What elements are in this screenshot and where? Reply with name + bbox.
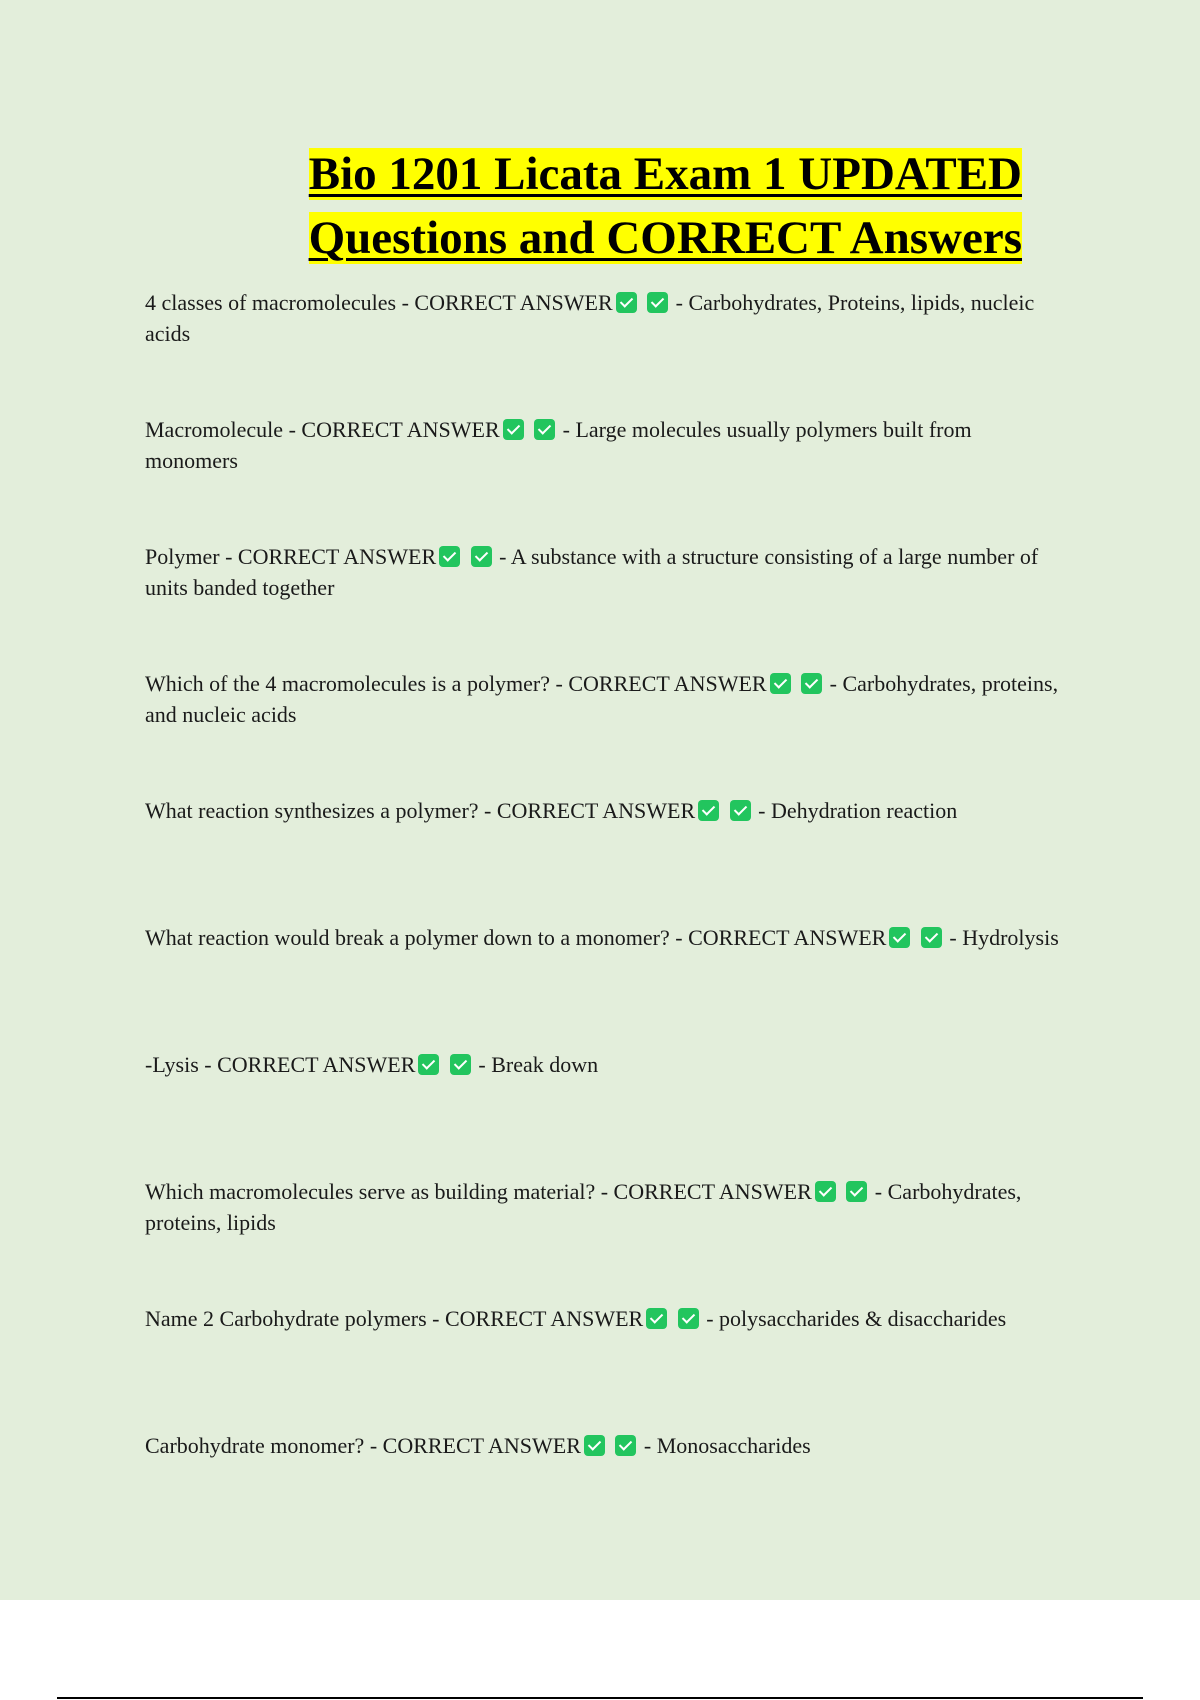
check-mark-icon (503, 419, 524, 440)
qa-item: Macromolecule - CORRECT ANSWER - Large molecules usually polymers built from monomers (145, 417, 972, 473)
title-line-1: Bio 1201 Licata Exam 1 UPDATED (308, 148, 1022, 200)
check-mark-icon (439, 546, 460, 567)
check-mark-icon (921, 927, 942, 948)
qa-item: Polymer - CORRECT ANSWER - A substance with a structure consisting of a large number of units banded together (145, 544, 1039, 600)
qa-item: -Lysis - CORRECT ANSWER - Break down (145, 1052, 599, 1077)
check-mark-icon (584, 1435, 605, 1456)
check-mark-icon (678, 1308, 699, 1329)
answer-text: Carbohydrates, proteins, lipids (145, 1179, 1022, 1235)
answer-text: Hydrolysis (962, 925, 1059, 950)
footer-divider (57, 1697, 1143, 1699)
question-text: What reaction synthesizes a polymer? (145, 798, 479, 823)
question-text: What reaction would break a polymer down to a monomer? (145, 925, 670, 950)
check-mark-icon (471, 546, 492, 567)
qa-item: What reaction synthesizes a polymer? - CORRECT ANSWER - Dehydration reaction (145, 798, 958, 823)
answer-text: Carbohydrates, proteins, and nucleic acids (145, 671, 1059, 727)
question-text: 4 classes of macromolecules (145, 290, 397, 315)
answer-marker: CORRECT ANSWER (568, 671, 767, 696)
answer-marker: CORRECT ANSWER (217, 1052, 416, 1077)
question-text: Macromolecule (145, 417, 284, 442)
answer-marker: CORRECT ANSWER (613, 1179, 812, 1204)
check-mark-icon (815, 1181, 836, 1202)
check-mark-icon (534, 419, 555, 440)
check-mark-icon (450, 1054, 471, 1075)
answer-text: Break down (491, 1052, 599, 1077)
qa-item: Carbohydrate monomer? - CORRECT ANSWER - Monosaccharides (145, 1433, 811, 1458)
qa-item: Which macromolecules serve as building material? - CORRECT ANSWER - Carbohydrates, proteins, lipids (145, 1179, 1022, 1235)
qa-item: 4 classes of macromolecules - CORRECT ANSWER - Carbohydrates, Proteins, lipids, nucleic acids (145, 290, 1035, 346)
answer-marker: CORRECT ANSWER (382, 1433, 581, 1458)
question-text: Polymer (145, 544, 220, 569)
document-title (212, 142, 1022, 270)
question-text: Which macromolecules serve as building material? (145, 1179, 596, 1204)
qa-item: What reaction would break a polymer down to a monomer? - CORRECT ANSWER - Hydrolysis (145, 925, 1059, 950)
answer-text: polysaccharides & disaccharides (719, 1306, 1007, 1331)
check-mark-icon (801, 673, 822, 694)
answer-marker: CORRECT ANSWER (444, 1306, 644, 1331)
question-text: Which of the 4 macromolecules is a polymer? (145, 671, 551, 696)
answer-text: Dehydration reaction (770, 798, 958, 823)
qa-item: Which of the 4 macromolecules is a polymer? - CORRECT ANSWER - Carbohydrates, proteins, and nucleic acids (145, 671, 1059, 727)
check-mark-icon (846, 1181, 867, 1202)
answer-marker: CORRECT ANSWER (414, 290, 613, 315)
answer-marker: CORRECT ANSWER (496, 798, 696, 823)
check-mark-icon (647, 292, 668, 313)
answer-marker: CORRECT ANSWER (237, 544, 437, 569)
question-text: Carbohydrate monomer? (145, 1433, 365, 1458)
check-mark-icon (698, 800, 719, 821)
question-text: -Lysis (145, 1052, 199, 1077)
question-text: Name 2 Carbohydrate polymers (145, 1306, 427, 1331)
answer-text: Large molecules usually polymers built from monomers (145, 417, 972, 473)
check-mark-icon (770, 673, 791, 694)
check-mark-icon (646, 1308, 667, 1329)
answer-marker: CORRECT ANSWER (301, 417, 500, 442)
check-mark-icon (730, 800, 751, 821)
check-mark-icon (616, 292, 637, 313)
title-line-2: Questions and CORRECT Answers (308, 212, 1022, 264)
answer-text: A substance with a structure consisting of a large number of units banded together (145, 544, 1039, 600)
answer-text: Monosaccharides (656, 1433, 811, 1458)
qa-list (145, 287, 1065, 1557)
qa-item: Name 2 Carbohydrate polymers - CORRECT ANSWER - polysaccharides & disaccharides (145, 1306, 1007, 1331)
check-mark-icon (418, 1054, 439, 1075)
check-mark-icon (889, 927, 910, 948)
check-mark-icon (615, 1435, 636, 1456)
answer-marker: CORRECT ANSWER (688, 925, 887, 950)
answer-text: Carbohydrates, Proteins, lipids, nucleic acids (145, 290, 1035, 346)
